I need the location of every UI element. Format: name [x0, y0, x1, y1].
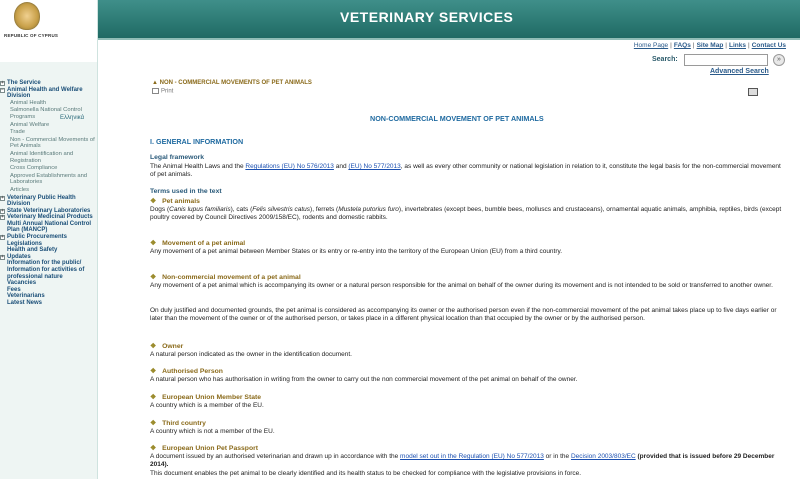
- sidebar-item[interactable]: [0, 80, 98, 87]
- top-links: Home Page | FAQs | Site Map | Links | Contact Us: [633, 42, 786, 49]
- diamond-icon: ❖: [150, 420, 157, 427]
- sidebar-item[interactable]: [0, 280, 98, 287]
- decision-2003-803-link[interactable]: Decision 2003/803/EC: [570, 453, 636, 460]
- sidebar-item-label: Information for the public/ Information for activities of professional nature: [7, 260, 85, 280]
- sidebar-item[interactable]: [0, 241, 98, 248]
- contact-link[interactable]: Contact Us: [751, 42, 786, 49]
- regulation-577-link[interactable]: (EU) No 577/2013: [348, 163, 401, 170]
- sidebar-item[interactable]: [0, 234, 98, 241]
- sidebar-item-label: State Veterinary Laboratories: [7, 207, 91, 214]
- sidebar-item-label: Veterinarians: [7, 293, 45, 300]
- diamond-icon: ❖: [150, 445, 157, 452]
- sidebar-item[interactable]: [0, 129, 98, 136]
- header-divider: [98, 38, 800, 40]
- pet-animals-text: Dogs (Canis lupus familiaris), cats (Felis silvestris catus), ferrets (Mustela putorius furo), invertebrates (except bees, bumble bees, molluscs and crustaceans), ornamental aquatic animals, amphibia, reptiles, birds (except poultry covered by Council Directives 2009/158/EC), rodents and domestic rabbits.: [150, 206, 782, 222]
- sidebar-item[interactable]: [0, 187, 98, 194]
- sidebar-item-label: Articles: [10, 186, 30, 193]
- sidebar-item[interactable]: [0, 254, 98, 261]
- sidebar-item[interactable]: [0, 214, 98, 221]
- logo-area: [0, 0, 98, 62]
- sidebar-item-label: Animal Health: [10, 99, 47, 106]
- printer-icon: [152, 88, 159, 94]
- sidebar: [0, 62, 98, 479]
- terms-heading: Terms used in the text: [150, 188, 222, 195]
- language-link[interactable]: Ελληνικά: [60, 115, 85, 121]
- search-label: Search:: [652, 56, 678, 63]
- sidebar-nav: [0, 80, 98, 307]
- sidebar-item[interactable]: [0, 287, 98, 294]
- sidebar-item[interactable]: [0, 107, 98, 120]
- third-country-heading: ❖ Third country: [150, 420, 206, 427]
- print-link[interactable]: [152, 88, 173, 95]
- authorised-person-heading: ❖ Authorised Person: [150, 368, 223, 375]
- sidebar-item-label: Veterinary Medicinal Products: [7, 214, 93, 221]
- sidebar-item-label: Cross Compliance: [10, 165, 58, 172]
- sidebar-item-label: Salmonella National Control Programs: [10, 107, 82, 120]
- noncommercial-heading: ❖ Non-commercial movement of a pet animal: [150, 274, 301, 281]
- sidebar-item-label: Multi Annual National Control Plan (MANCP): [7, 220, 92, 234]
- sidebar-item[interactable]: [0, 100, 98, 107]
- site-title: VETERINARY SERVICES: [340, 9, 514, 25]
- diamond-icon: ❖: [150, 274, 157, 281]
- expand-icon[interactable]: +: [1, 80, 4, 86]
- pet-passport-text: A document issued by an authorised veterinarian and drawn up in accordance with the model set out in the Regulation (EU) No 577/2013 or in the Decision 2003/803/EC (provided that is issued before 29 December 2014).: [150, 453, 775, 469]
- expand-icon[interactable]: +: [1, 234, 4, 241]
- home-link[interactable]: Home Page: [633, 42, 669, 49]
- sidebar-item-label: The Service: [7, 80, 41, 86]
- sidebar-item-label: Trade: [10, 129, 25, 136]
- sidebar-item-label: Animal Health and Welfare Division: [7, 86, 83, 100]
- print-label: Print: [161, 88, 174, 95]
- owner-heading: ❖ Owner: [150, 343, 184, 350]
- page-title: NON-COMMERCIAL MOVEMENT OF PET ANIMALS: [370, 114, 544, 123]
- eu-member-state-heading: ❖ European Union Member State: [150, 394, 262, 401]
- pet-passport-text-2: This document enables the pet animal to be clearly identified and its health status to be checked for compliance with the legislative provisions in force.: [150, 470, 582, 477]
- regulation-576-link[interactable]: Regulations (EU) No 576/2013: [245, 163, 334, 170]
- section-heading: I. GENERAL INFORMATION: [150, 137, 244, 146]
- advanced-search-link[interactable]: Advanced Search: [710, 68, 769, 75]
- eu-member-state-text: A country which is a member of the EU.: [150, 402, 264, 409]
- expand-icon[interactable]: +: [1, 207, 4, 214]
- republic-label: REPUBLIC OF CYPRUS: [4, 33, 59, 38]
- sidebar-item[interactable]: [0, 293, 98, 300]
- owner-text: A natural person indicated as the owner in the identification document.: [150, 351, 352, 358]
- movement-heading: ❖ Movement of a pet animal: [150, 240, 246, 247]
- authorised-person-text: A natural person who has authorisation in writing from the owner to carry out the non commercial movement of the pet animal on behalf of the owner.: [150, 376, 578, 383]
- third-country-text: A country which is not a member of the EU.: [150, 428, 275, 435]
- expand-icon[interactable]: +: [1, 214, 4, 221]
- site-header: [0, 0, 800, 38]
- sidebar-item-label: Veterinary Public Health Division: [7, 194, 76, 208]
- sidebar-item[interactable]: [0, 260, 98, 280]
- legal-heading: Legal framework: [150, 154, 205, 161]
- diamond-icon: ❖: [150, 394, 157, 401]
- sidebar-item-label: Fees: [7, 286, 21, 293]
- breadcrumb[interactable]: ▲ NON - COMMERCIAL MOVEMENTS OF PET ANIMALS: [152, 80, 312, 86]
- noncommercial-text: Any movement of a pet animal which is accompanying its owner or a natural person responsible for the animal on behalf of the owner during its movement and is not intended to be sold or transferred to another owner.: [150, 282, 773, 289]
- sidebar-item-label: Animal Identification and Registration: [10, 150, 74, 164]
- sidebar-item-label: Animal Welfare: [10, 121, 50, 128]
- faqs-link[interactable]: FAQs: [673, 42, 691, 49]
- sidebar-item-label: Non - Commercial Movements of Pet Animals: [10, 136, 95, 150]
- document-icon[interactable]: [748, 88, 758, 96]
- expand-icon[interactable]: +: [1, 194, 4, 201]
- sidebar-item[interactable]: [0, 300, 98, 307]
- diamond-icon: ❖: [150, 343, 157, 350]
- sidebar-item-label: Legislations: [7, 240, 43, 247]
- sidebar-item[interactable]: [0, 247, 98, 254]
- sidebar-item[interactable]: [0, 221, 98, 234]
- diamond-icon: ❖: [150, 240, 157, 247]
- sidebar-item[interactable]: [0, 165, 98, 172]
- sidebar-item-label: Updates: [7, 253, 31, 260]
- sidebar-item[interactable]: [0, 173, 98, 186]
- legal-text: The Animal Health Laws and the Regulations (EU) No 576/2013 and (EU) No 577/2013, as well as every other community or national legislation in relation to it, constitute the legal basis for the non-commercial movement of pet animals.: [150, 163, 781, 179]
- sidebar-item[interactable]: [0, 208, 98, 215]
- links-link[interactable]: Links: [729, 42, 746, 49]
- sidebar-item-label: Public Procurements: [7, 234, 68, 241]
- sidebar-item[interactable]: [0, 137, 98, 150]
- sidebar-item[interactable]: [0, 195, 98, 208]
- expand-icon[interactable]: +: [1, 253, 4, 260]
- pet-animals-heading: ❖ Pet animals: [150, 198, 200, 205]
- diamond-icon: ❖: [150, 198, 157, 205]
- sidebar-item[interactable]: [0, 87, 98, 100]
- sidebar-item-label: Vacancies: [7, 280, 37, 287]
- sidebar-item-label: Latest News: [7, 300, 43, 306]
- diamond-icon: ❖: [150, 368, 157, 375]
- sidebar-item[interactable]: [0, 151, 98, 164]
- movement-text: Any movement of a pet animal between Member States or its entry or re-entry into the territory of the European Union (EU) from a third country.: [150, 248, 563, 255]
- duly-justified-text: On duly justified and documented grounds, the pet animal is considered as accompanying its owner or the authorised person even if the non-commercial movement of the pet animal takes place up to five days earlier or later than the movement of the owner or of the authorised person, or takes place in a different physical location than that occupied by the owner or by the authorised person.: [150, 307, 777, 323]
- regulation-577-model-link[interactable]: model set out in the Regulation (EU) No 577/2013: [400, 453, 544, 460]
- sidebar-item[interactable]: [0, 122, 98, 129]
- sidebar-item-label: Approved Establishments and Laboratories: [10, 172, 88, 186]
- search-go-button[interactable]: »: [773, 54, 785, 66]
- collapse-icon[interactable]: −: [1, 86, 4, 93]
- sitemap-link[interactable]: Site Map: [696, 42, 724, 49]
- pet-passport-heading: ❖ European Union Pet Passport: [150, 445, 259, 452]
- coat-of-arms-icon[interactable]: [14, 2, 40, 30]
- sidebar-item-label: Health and Safety: [7, 247, 58, 254]
- search-input[interactable]: [684, 54, 768, 66]
